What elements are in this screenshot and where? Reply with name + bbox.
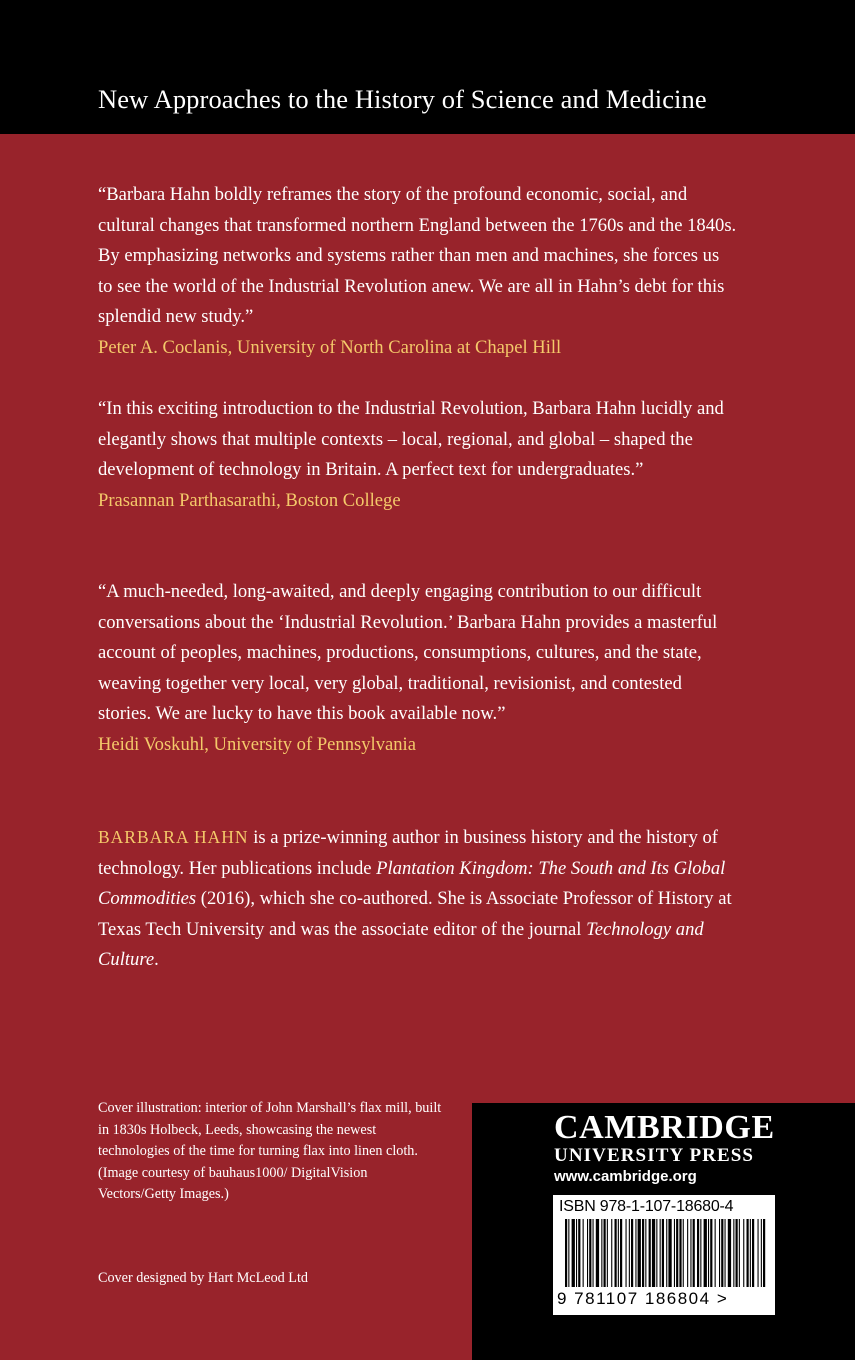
barcode-bar	[676, 1219, 678, 1287]
barcode-bar	[604, 1219, 606, 1287]
barcode-bar	[761, 1219, 762, 1287]
barcode-bar	[635, 1219, 636, 1287]
barcode-bar	[642, 1219, 644, 1287]
endorsement-attribution: Prasannan Parthasarathi, Boston College	[98, 489, 401, 511]
publisher-logo: CAMBRIDGE	[554, 1109, 775, 1146]
barcode-bar	[631, 1219, 633, 1287]
barcode-bar	[656, 1219, 657, 1287]
barcode-bar	[700, 1219, 701, 1287]
barcode-bar	[725, 1219, 726, 1287]
barcode-bar	[662, 1219, 664, 1287]
barcode-bar	[752, 1219, 754, 1287]
barcode-bar	[683, 1219, 684, 1287]
endorsement-quote: “In this exciting introduction to the Industrial Revolution, Barbara Hahn lucidly and elegantly shows that multiple contexts – local, regional, and global – shaped the development of technology in Britain. A perfect text for undergraduates.”	[98, 398, 724, 481]
barcode-bar	[611, 1219, 612, 1287]
journal-title: Technology and Culture	[98, 918, 704, 971]
barcode-bar	[596, 1219, 599, 1287]
barcode-bar	[704, 1219, 707, 1287]
barcode-bar	[747, 1219, 749, 1287]
barcode-bar	[565, 1219, 567, 1287]
bio-text-2: (2016), which she co-authored. She is Associate Professor of History at Texas Tech University and was the associate editor of the journal	[98, 888, 732, 940]
barcode-bar	[679, 1219, 681, 1287]
barcode-bar	[715, 1219, 716, 1287]
barcode-bar	[572, 1219, 575, 1287]
barcode-number: 9 781107 186804 >	[557, 1289, 729, 1308]
author-bio	[98, 822, 738, 976]
barcode-bar	[589, 1219, 591, 1287]
barcode-bars	[565, 1219, 767, 1287]
barcode-bar	[733, 1219, 734, 1287]
barcode-bar	[693, 1219, 695, 1287]
endorsement-attribution: Heidi Voskuhl, University of Pennsylvania	[98, 733, 416, 755]
barcode-bar	[620, 1219, 622, 1287]
series-title: New Approaches to the History of Science and Medicine	[98, 84, 707, 114]
endorsement-1	[98, 180, 738, 364]
barcode-bar	[649, 1219, 651, 1287]
barcode-bar	[593, 1219, 594, 1287]
publisher-subtitle: UNIVERSITY PRESS	[554, 1145, 755, 1166]
endorsement-3	[98, 577, 738, 761]
barcode-bar	[668, 1219, 671, 1287]
barcode-bar	[721, 1219, 723, 1287]
barcode-bar	[674, 1219, 675, 1287]
barcode-bar	[739, 1219, 740, 1287]
barcode-bar	[750, 1219, 751, 1287]
barcode-bar	[638, 1219, 641, 1287]
endorsement-quote: “A much-needed, long-awaited, and deeply engaging contribution to our difficult conversations about the ‘Industrial Revolution.’ Barbara Hahn provides a masterful account of peoples, machines, productions, consumptions, cultures, and the state, weaving together very local, very global, traditional, revisionist, and contested stories. We are lucky to have this book available now.”	[98, 581, 718, 725]
barcode-bar	[710, 1219, 712, 1287]
barcode-bar	[736, 1219, 738, 1287]
barcode-bar	[743, 1219, 744, 1287]
barcode-bar	[607, 1219, 608, 1287]
barcode-bar	[690, 1219, 691, 1287]
barcode-bar	[629, 1219, 630, 1287]
series-band	[0, 0, 855, 134]
barcode-bar	[728, 1219, 731, 1287]
barcode-bar	[645, 1219, 646, 1287]
isbn-text: ISBN 978-1-107-18680-4	[559, 1198, 734, 1215]
barcode-label	[553, 1195, 775, 1315]
barcode-bar	[618, 1219, 619, 1287]
barcode-bar	[652, 1219, 655, 1287]
barcode-bar	[626, 1219, 627, 1287]
barcode-bar	[578, 1219, 580, 1287]
barcode-bar	[763, 1219, 765, 1287]
publisher-panel	[472, 1103, 855, 1360]
barcode-bar	[601, 1219, 602, 1287]
barcode-bar	[660, 1219, 661, 1287]
endorsement-quote: “Barbara Hahn boldly reframes the story of the profound economic, social, and cultural changes that transformed northern England between the 1760s and the 1840s. By emphasizing networks and systems rather than men and machines, she forces us to see the world of the Industrial Revolution anew. We are all in Hahn’s debt for this splendid new study.”	[98, 184, 737, 328]
barcode-bar	[583, 1219, 584, 1287]
barcode-bar	[576, 1219, 577, 1287]
publisher-url: www.cambridge.org	[554, 1168, 697, 1185]
barcode-bar	[758, 1219, 759, 1287]
endorsement-2	[98, 394, 738, 516]
barcode-bar	[687, 1219, 688, 1287]
barcode-bar	[697, 1219, 699, 1287]
barcode-bar	[587, 1219, 588, 1287]
bio-text-3: .	[154, 949, 159, 971]
bio-text-1: is a prize-winning author in business history and the history of technology. Her publications include	[98, 827, 718, 879]
barcode-bar	[568, 1219, 569, 1287]
author-name: BARBARA HAHN	[98, 827, 249, 847]
barcode-bar	[666, 1219, 667, 1287]
barcode-bar	[615, 1219, 617, 1287]
barcode-bar	[719, 1219, 720, 1287]
book-title: Plantation Kingdom: The South and Its Global Commodities	[98, 857, 726, 910]
cover-designer-credit: Cover designed by Hart McLeod Ltd	[98, 1270, 308, 1286]
endorsement-attribution: Peter A. Coclanis, University of North Carolina at Chapel Hill	[98, 336, 562, 358]
cover-illustration-credit: Cover illustration: interior of John Marshall’s flax mill, built in 1830s Holbeck, Leeds, showcasing the newest technologies of the time for turning flax into linen cloth. (Image courtesy of bauhaus1000/ DigitalVision Vectors/Getty Images.)	[98, 1100, 442, 1203]
barcode-bar	[708, 1219, 709, 1287]
